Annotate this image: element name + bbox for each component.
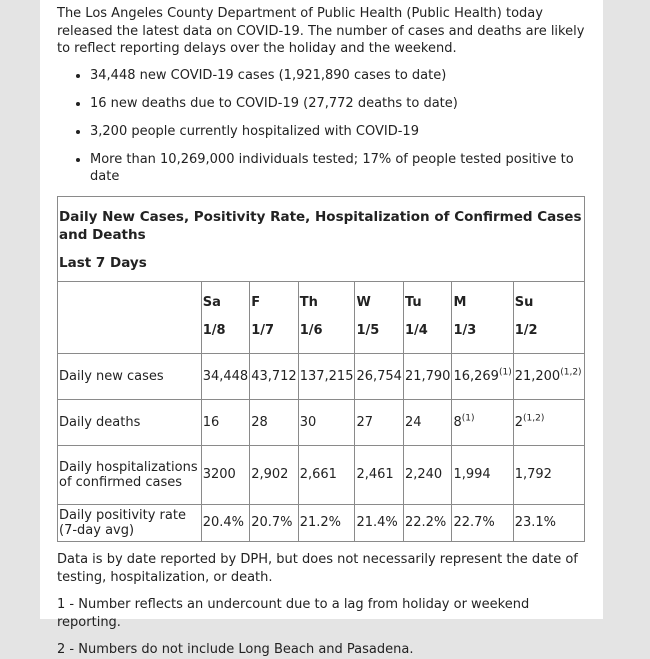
column-date: 1/4 [404,323,428,338]
cell-value: 137,215 [299,368,354,384]
column-date: 1/8 [202,323,226,338]
source-note: Data is by date reported by DPH, but does not necessarily represent the date of testing, hospitalization, or death. [57,551,578,585]
table-cell [452,399,513,445]
cell-value: 22.7% [453,515,495,530]
cell-value: 16,269 [453,368,499,384]
cell-value: 2,461 [356,467,394,482]
column-date: 1/5 [356,323,380,338]
list-item: • 16 new deaths due to COVID-19 (27,772 deaths to date) [90,95,585,112]
cell-value: 43,712 [251,368,297,384]
column-date: 1/2 [514,323,538,338]
cell-value: 23.1% [514,515,557,530]
cell-value: 26,754 [356,368,402,384]
covid-stats-table [57,196,585,542]
column-date: 1/3 [453,323,477,338]
column-date: 1/6 [299,323,323,338]
cell-value: 22.2% [404,515,447,530]
cell-value: 8 [453,414,462,430]
footnote-1: 1 - Number reflects an undercount due to a lag from holiday or weekend reporting. [57,596,530,630]
table-cell [452,445,513,504]
table-cell [403,353,452,399]
column-day: Th [299,295,318,310]
cell-value: 28 [251,414,268,430]
table-cell [403,399,452,445]
cell-value: 2,661 [299,467,337,482]
cell-value: 24 [404,414,422,430]
column-day: Sa [202,295,221,310]
table-cell [513,445,584,504]
cell-value: 21,200 [514,368,561,384]
cell-value: 20.4% [202,515,245,530]
cell-value: 16 [202,414,220,430]
cell-value: 1,792 [514,467,552,482]
table-row [58,504,585,541]
footnote-ref: (1) [498,367,512,378]
row-label: Daily positivity rate (7-day avg) [58,504,202,541]
footnote-ref: (1,2) [523,413,545,424]
table-cell [201,445,250,504]
column-header [298,281,355,353]
table-row [58,353,585,399]
cell-value: 1,994 [453,467,491,482]
cell-value: 34,448 [202,368,249,384]
cell-value: 30 [299,414,317,430]
cell-value: 20.7% [251,515,293,530]
table-cell [513,353,584,399]
table-cell [250,399,299,445]
column-day: Tu [404,295,422,310]
column-day: W [356,295,371,310]
table-cell [250,504,299,541]
footnote-2: 2 - Numbers do not include Long Beach and Pasadena. [57,641,414,657]
column-header [250,281,299,353]
table-cell [298,504,355,541]
column-day: F [251,295,261,310]
cell-value: 3200 [202,467,236,482]
table-title: Daily New Cases, Positivity Rate, Hospitalization of Confirmed Cases and Deaths [59,208,582,243]
column-header [452,281,513,353]
row-label: Daily deaths [58,399,202,445]
table-row [58,445,585,504]
table-cell [298,353,355,399]
cell-value: 2,240 [404,467,443,482]
table-cell [298,399,355,445]
row-label: Daily new cases [58,353,202,399]
list-item: • 3,200 people currently hospitalized with COVID-19 [90,123,585,140]
column-header [513,281,584,353]
intro-paragraph: The Los Angeles County Department of Public Health (Public Health) today released the latest data on COVID-19. The number of cases and deaths are likely to reflect reporting delays over the holiday and the weekend. [57,6,585,56]
cell-value: 21.4% [356,515,398,530]
column-date: 1/7 [251,323,275,338]
column-header [355,281,404,353]
table-cell [355,504,404,541]
cell-value: 21,790 [404,368,451,384]
table-cell [298,445,355,504]
table-cell [201,353,250,399]
article-page [40,0,603,657]
table-header-row [58,281,585,353]
column-header [403,281,452,353]
footnote-ref: (1) [461,413,475,424]
table-cell [452,353,513,399]
list-item: • More than 10,269,000 individuals tested; 17% of people tested positive to date [90,151,585,185]
table-cell [513,399,584,445]
table-cell [250,353,299,399]
row-label: Daily hospitalizations of confirmed cases [58,445,202,504]
summary-list [57,67,585,185]
table-cell [513,504,584,541]
table-subtitle: Last 7 Days [59,254,147,271]
list-item: • 34,448 new COVID-19 cases (1,921,890 cases to date) [90,67,585,84]
table-cell [201,504,250,541]
cell-value: 27 [356,414,374,430]
cell-value: 2 [514,414,523,430]
table-cell [355,399,404,445]
column-day: Su [514,295,534,310]
cell-value: 21.2% [299,515,342,530]
footnote-ref: (1,2) [560,367,582,378]
cell-value: 2,902 [251,467,289,482]
table-row [58,399,585,445]
header-empty-cell [58,281,202,353]
table-title-cell [58,196,585,281]
table-cell [355,353,404,399]
article-content [57,5,585,659]
table-cell [403,504,452,541]
table-cell [355,445,404,504]
table-cell [452,504,513,541]
column-header [201,281,250,353]
table-cell [201,399,250,445]
table-notes [57,551,585,659]
table-cell [403,445,452,504]
table-cell [250,445,299,504]
column-day: M [453,295,467,310]
